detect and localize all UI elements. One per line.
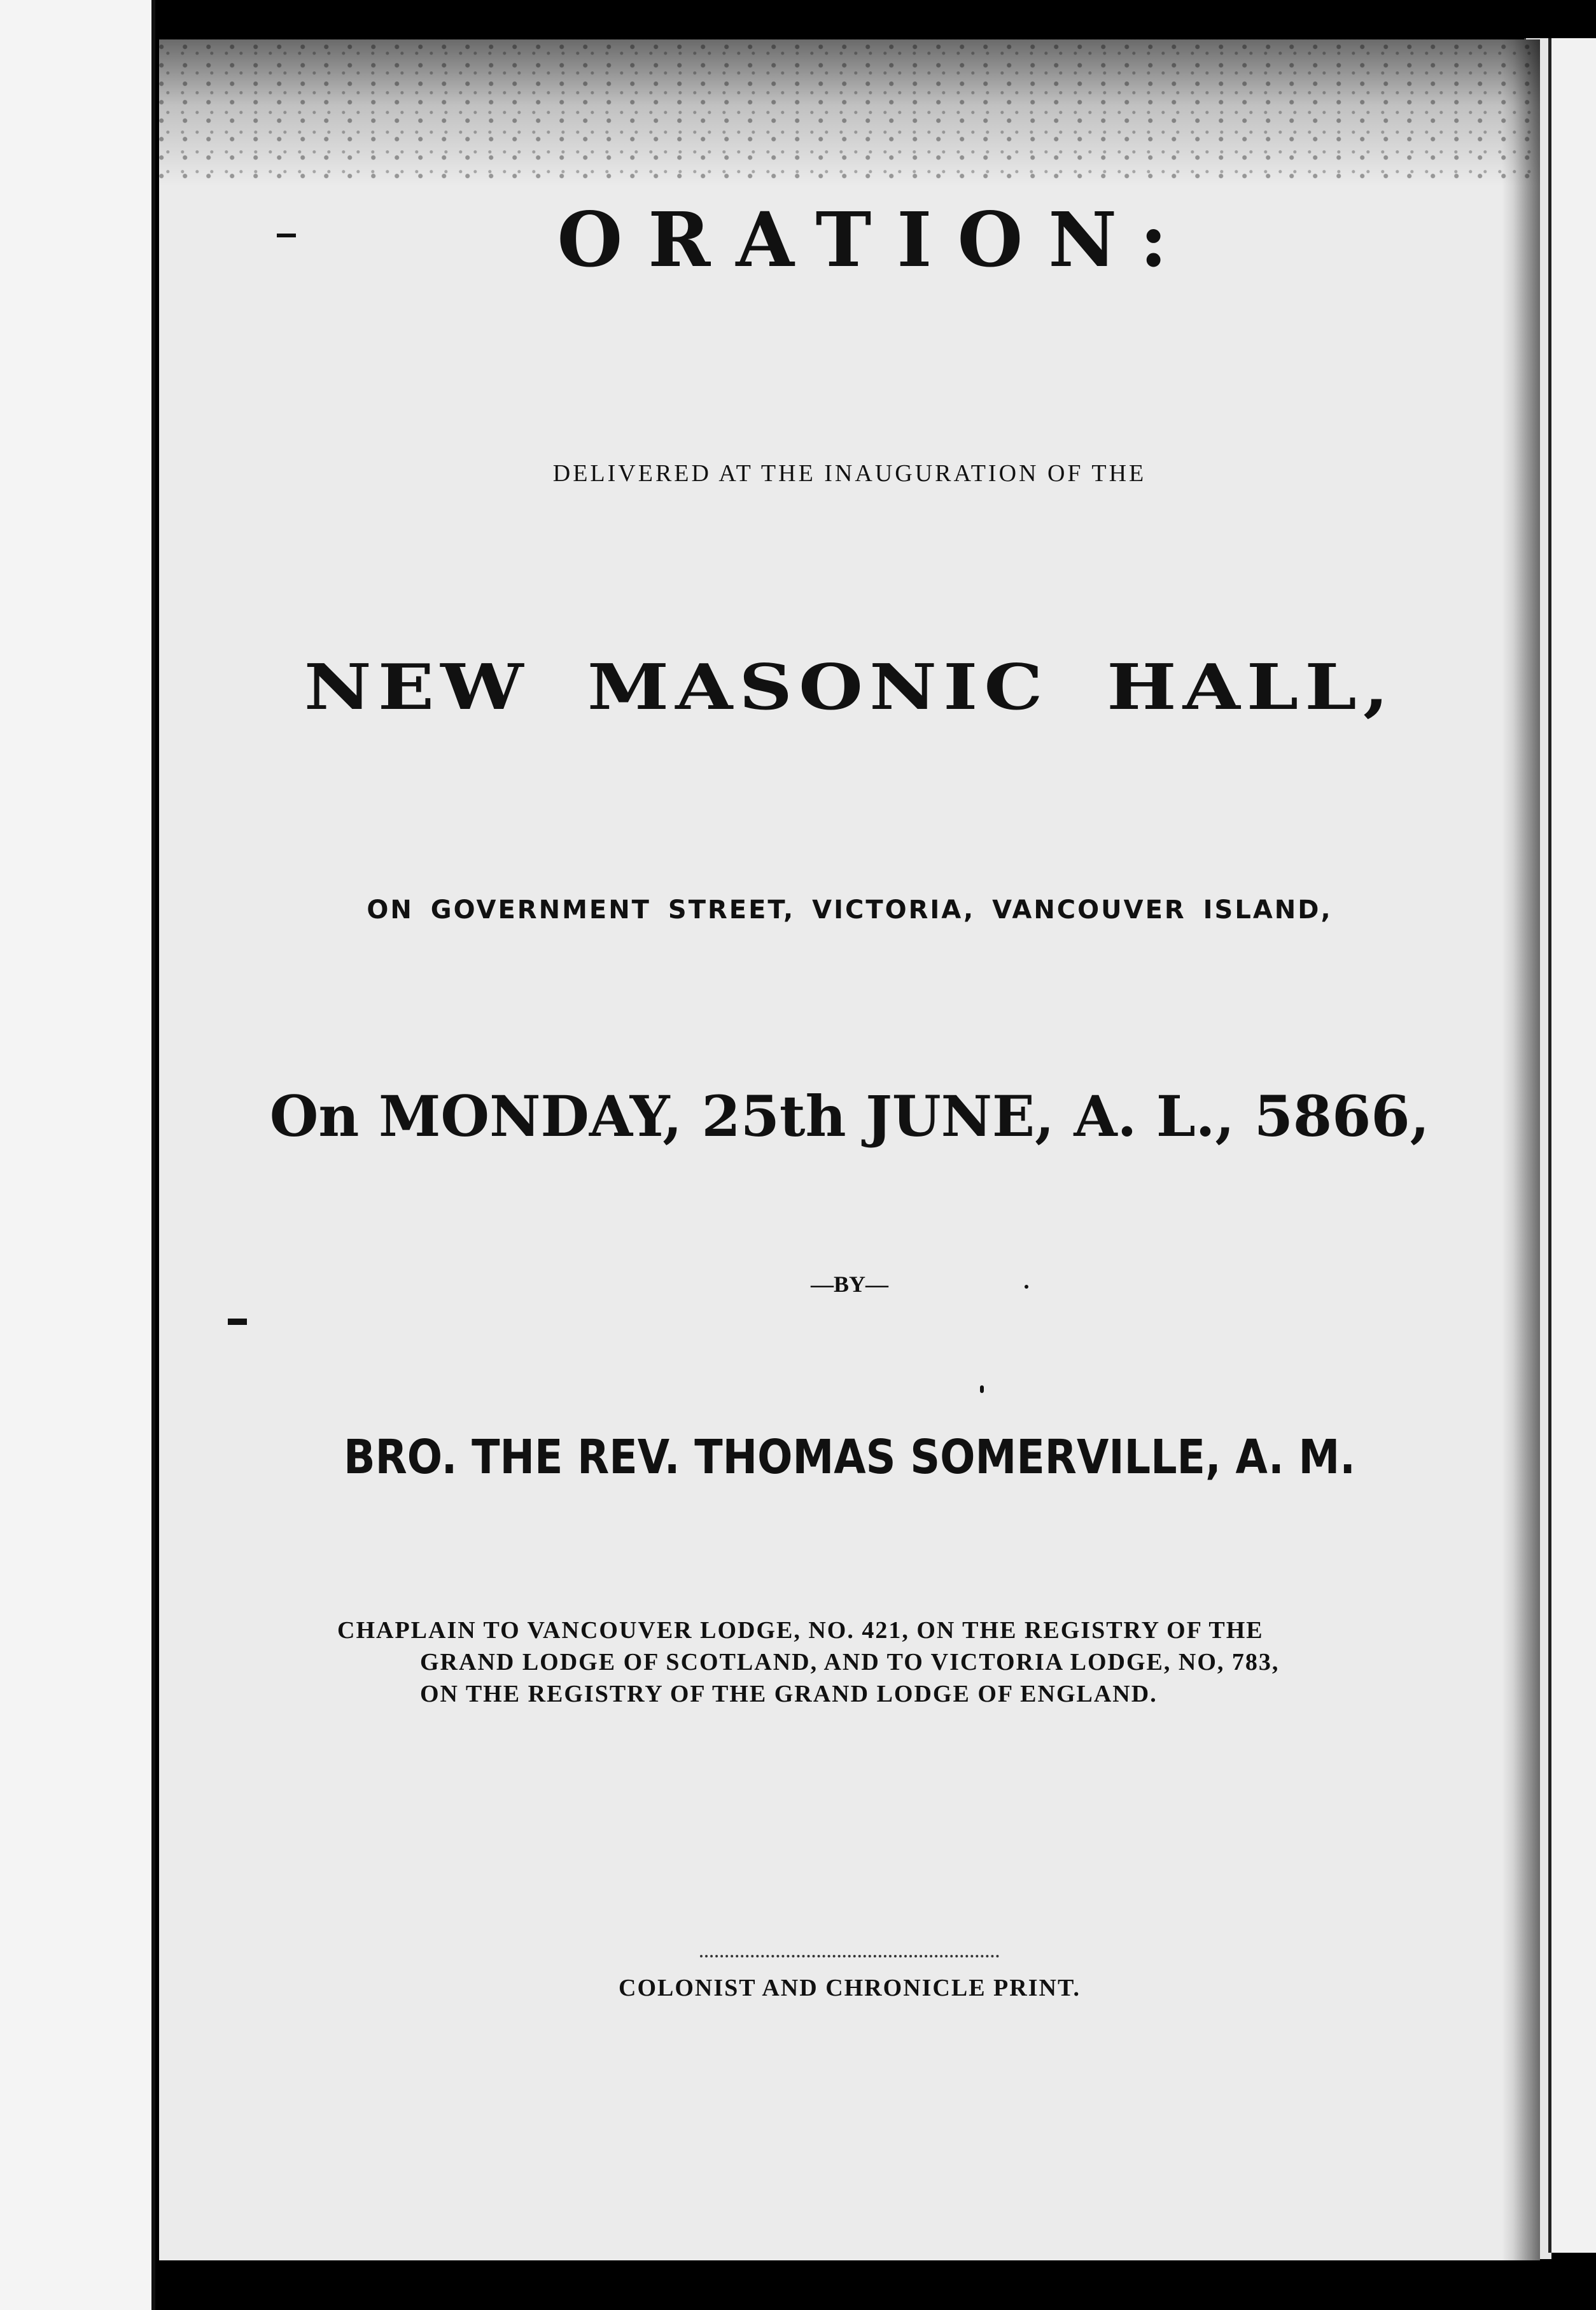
ink-mark: [1025, 1285, 1028, 1289]
title-page: [159, 39, 1540, 2260]
printer-line: COLONIST AND CHRONICLE PRINT.: [619, 1975, 1081, 2001]
hall-name: NEW MASONIC HALL,: [304, 650, 1396, 724]
ink-mark: [277, 234, 296, 237]
author-line: BRO. THE REV. THOMAS SOMERVILLE, A. M.: [343, 1430, 1356, 1485]
delivered-line: DELIVERED AT THE INAUGURATION OF THE: [552, 460, 1147, 487]
chaplain-block: [337, 1614, 1368, 1710]
location-line: ON GOVERNMENT STREET, VICTORIA, VANCOUVER ISLAND,: [367, 895, 1333, 925]
chaplain-line-3: ON THE REGISTRY OF THE GRAND LODGE OF ENGLAND.: [420, 1681, 1158, 1707]
date-line: On MONDAY, 25th JUNE, A. L., 5866,: [269, 1083, 1430, 1149]
ink-mark: [980, 1385, 984, 1393]
chaplain-line-2: GRAND LODGE OF SCOTLAND, AND TO VICTORIA LODGE, NO, 783,: [420, 1649, 1280, 1676]
page-title: ORATION:: [557, 195, 1193, 284]
by-line: —BY—: [810, 1271, 888, 1297]
ink-mark: [228, 1319, 247, 1325]
dotted-rule: [700, 1955, 999, 1957]
page-edge-outer: [1548, 38, 1596, 2253]
back-leaf: [0, 0, 155, 2310]
chaplain-line-1: CHAPLAIN TO VANCOUVER LODGE, NO. 421, ON THE REGISTRY OF THE: [337, 1617, 1264, 1644]
